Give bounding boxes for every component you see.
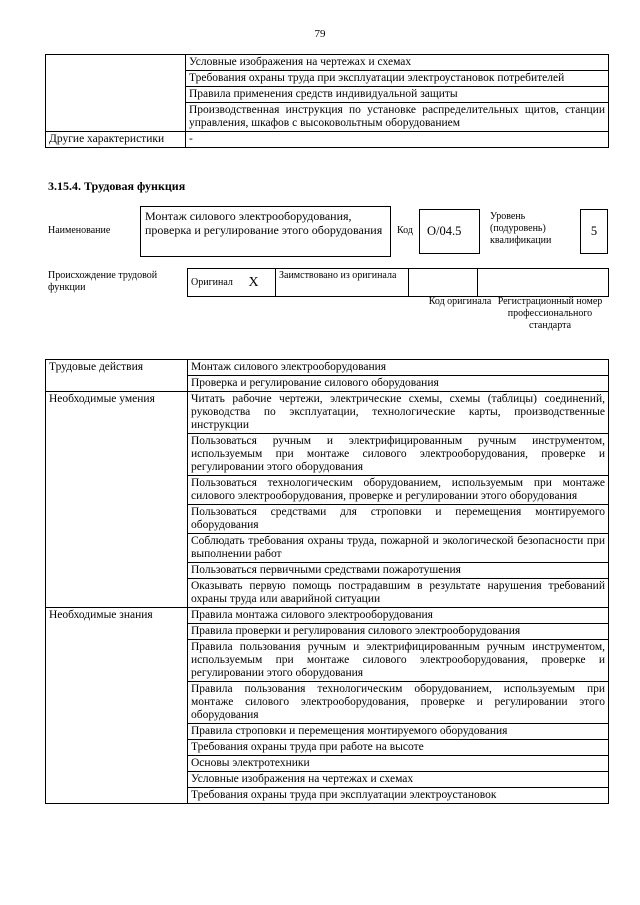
registration-caption: Регистрационный номер профессионального стандарта [497, 296, 603, 331]
table-row [46, 55, 609, 71]
code-label: Код [397, 225, 413, 236]
labor-action-item: Монтаж силового электрооборудования [188, 360, 609, 376]
other-characteristics-label: Другие характеристики [46, 132, 186, 148]
other-characteristics-value: - [186, 132, 609, 148]
knowledge-item: Требования охраны труда при эксплуатации электроустановок потребителей [186, 71, 609, 87]
knowledge-item: Правила проверки и регулирования силового электрооборудования [188, 624, 609, 640]
original-code-cell [409, 269, 478, 297]
continued-knowledge-table [45, 54, 609, 148]
name-label: Наименование [48, 225, 111, 236]
skill-item: Пользоваться первичными средствами пожаротушения [188, 563, 609, 579]
page-number: 79 [314, 28, 326, 40]
knowledge-item: Правила пользования технологическим оборудованием, используемым при монтаже силового электрооборудования, проверке и регулировании этого оборудования [188, 682, 609, 724]
origin-table [187, 268, 609, 297]
table-row [46, 392, 609, 434]
origin-label: Происхождение трудовой функции [48, 270, 158, 293]
empty-label-cell [46, 55, 186, 132]
skill-item: Пользоваться технологическим оборудованием, используемым при монтаже силового электрооборудования, проверке и регулировании этого оборудования [188, 476, 609, 505]
required-skills-label: Необходимые умения [46, 392, 188, 608]
knowledge-item: Правила применения средств индивидуальной защиты [186, 87, 609, 103]
function-name-box: Монтаж силового электрооборудования, проверка и регулирование этого оборудования [140, 206, 391, 257]
table-row [46, 360, 609, 376]
skill-item: Пользоваться ручным и электрифицированным ручным инструментом, используемым при монтаже силового электрооборудования, проверке и регулировании этого оборудования [188, 434, 609, 476]
code-original-caption: Код оригинала [428, 296, 492, 307]
table-row [46, 132, 609, 148]
level-label: Уровень (подуровень) квалификации [490, 211, 552, 246]
knowledge-item: Правила строповки и перемещения монтируемого оборудования [188, 724, 609, 740]
original-label: Оригинал [188, 269, 246, 297]
knowledge-item: Требования охраны труда при работе на высоте [188, 740, 609, 756]
knowledge-item: Условные изображения на чертежах и схемах [186, 55, 609, 71]
knowledge-item: Правила пользования ручным и электрифицированным ручным инструментом, используемым при монтаже силового электрооборудования, проверке и регулировании этого оборудования [188, 640, 609, 682]
skill-item: Оказывать первую помощь пострадавшим в результате нарушения требований охраны труда или аварийной ситуации [188, 579, 609, 608]
knowledge-item: Требования охраны труда при эксплуатации электроустановок [188, 788, 609, 804]
labor-actions-label: Трудовые действия [46, 360, 188, 392]
knowledge-item: Правила монтажа силового электрооборудования [188, 608, 609, 624]
skill-item: Читать рабочие чертежи, электрические схемы, схемы (таблицы) соединений, руководства по эксплуатации, технологические карты, производственные инструкции [188, 392, 609, 434]
table-row [46, 608, 609, 624]
required-knowledge-label: Необходимые знания [46, 608, 188, 804]
registration-number-cell [478, 269, 609, 297]
code-box: O/04.5 [419, 209, 480, 254]
skill-item: Соблюдать требования охраны труда, пожарной и экологической безопасности при выполнении работ [188, 534, 609, 563]
original-mark: X [246, 269, 276, 297]
labor-action-item: Проверка и регулирование силового оборудования [188, 376, 609, 392]
knowledge-item: Условные изображения на чертежах и схемах [188, 772, 609, 788]
level-box: 5 [580, 209, 608, 254]
skill-item: Пользоваться средствами для строповки и перемещения монтируемого оборудования [188, 505, 609, 534]
section-title: 3.15.4. Трудовая функция [48, 179, 186, 193]
table-row [188, 269, 609, 297]
borrowed-label: Заимствовано из оригинала [276, 269, 409, 297]
knowledge-item: Основы электротехники [188, 756, 609, 772]
labor-function-table [45, 359, 609, 804]
knowledge-item: Производственная инструкция по установке распределительных щитов, станции управления, шкафов с высоковольтным оборудованием [186, 103, 609, 132]
